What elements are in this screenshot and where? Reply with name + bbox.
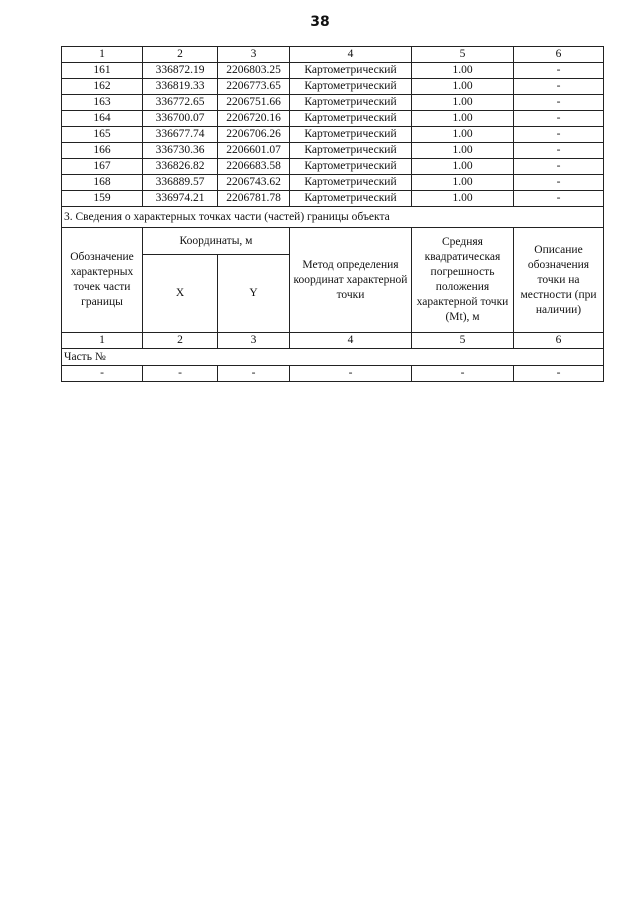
coordinate-rows [62, 63, 604, 207]
table-row [62, 111, 604, 127]
table-row [62, 191, 604, 207]
x-coordinate-cell: 336889.57 [143, 175, 218, 191]
part-label: Часть № [62, 349, 604, 366]
point-number-cell: 167 [62, 159, 143, 175]
column-number: 2 [143, 333, 218, 349]
description-cell: - [514, 175, 604, 191]
column-number: 1 [62, 333, 143, 349]
error-cell: 1.00 [412, 95, 514, 111]
column-number: 2 [143, 47, 218, 63]
y-coordinate-cell: 2206773.65 [218, 79, 290, 95]
point-number-cell: 166 [62, 143, 143, 159]
error-cell: 1.00 [412, 159, 514, 175]
x-coordinate-cell: 336677.74 [143, 127, 218, 143]
y-coordinate-cell: 2206743.62 [218, 175, 290, 191]
empty-cell: - [218, 366, 290, 382]
section-title-row [62, 207, 604, 228]
table-row [62, 127, 604, 143]
y-coordinate-cell: 2206706.26 [218, 127, 290, 143]
column-number: 6 [514, 47, 604, 63]
empty-row [62, 366, 604, 382]
table-row [62, 79, 604, 95]
method-cell: Картометрический [290, 63, 412, 79]
section-header-row [62, 228, 604, 255]
method-cell: Картометрический [290, 111, 412, 127]
description-cell: - [514, 95, 604, 111]
table-row [62, 159, 604, 175]
empty-cell: - [412, 366, 514, 382]
method-cell: Картометрический [290, 79, 412, 95]
column-number: 4 [290, 47, 412, 63]
part-row [62, 349, 604, 366]
method-cell: Картометрический [290, 127, 412, 143]
column-numbers-row [62, 47, 604, 63]
table-row [62, 95, 604, 111]
y-coordinate-cell: 2206751.66 [218, 95, 290, 111]
header-coordinates: Координаты, м [143, 228, 290, 255]
error-cell: 1.00 [412, 191, 514, 207]
description-cell: - [514, 111, 604, 127]
method-cell: Картометрический [290, 159, 412, 175]
header-description: Описание обозначения точки на местности (при наличии) [514, 228, 604, 333]
column-number: 3 [218, 333, 290, 349]
header-error: Средняя квадратическая погрешность положения характерной точки (Mt), м [412, 228, 514, 333]
column-number: 1 [62, 47, 143, 63]
header-x: X [143, 255, 218, 333]
point-number-cell: 165 [62, 127, 143, 143]
point-number-cell: 163 [62, 95, 143, 111]
description-cell: - [514, 191, 604, 207]
column-number: 4 [290, 333, 412, 349]
x-coordinate-cell: 336872.19 [143, 63, 218, 79]
error-cell: 1.00 [412, 143, 514, 159]
method-cell: Картометрический [290, 191, 412, 207]
y-coordinate-cell: 2206803.25 [218, 63, 290, 79]
description-cell: - [514, 143, 604, 159]
method-cell: Картометрический [290, 95, 412, 111]
point-number-cell: 164 [62, 111, 143, 127]
point-number-cell: 162 [62, 79, 143, 95]
column-number: 3 [218, 47, 290, 63]
section-title: 3. Сведения о характерных точках части (частей) границы объекта [62, 207, 604, 228]
column-number: 6 [514, 333, 604, 349]
description-cell: - [514, 127, 604, 143]
empty-cell: - [62, 366, 143, 382]
coordinates-table [61, 46, 604, 382]
x-coordinate-cell: 336730.36 [143, 143, 218, 159]
table-row [62, 63, 604, 79]
method-cell: Картометрический [290, 175, 412, 191]
error-cell: 1.00 [412, 175, 514, 191]
x-coordinate-cell: 336819.33 [143, 79, 218, 95]
x-coordinate-cell: 336700.07 [143, 111, 218, 127]
y-coordinate-cell: 2206683.58 [218, 159, 290, 175]
point-number-cell: 168 [62, 175, 143, 191]
empty-cell: - [143, 366, 218, 382]
error-cell: 1.00 [412, 127, 514, 143]
empty-cell: - [290, 366, 412, 382]
table-row [62, 143, 604, 159]
description-cell: - [514, 159, 604, 175]
section-column-numbers-row [62, 333, 604, 349]
description-cell: - [514, 63, 604, 79]
header-designation: Обозначение характерных точек части границы [62, 228, 143, 333]
page-number: 38 [310, 14, 330, 30]
header-y: Y [218, 255, 290, 333]
x-coordinate-cell: 336826.82 [143, 159, 218, 175]
error-cell: 1.00 [412, 79, 514, 95]
error-cell: 1.00 [412, 63, 514, 79]
x-coordinate-cell: 336772.65 [143, 95, 218, 111]
column-number: 5 [412, 333, 514, 349]
empty-cell: - [514, 366, 604, 382]
x-coordinate-cell: 336974.21 [143, 191, 218, 207]
y-coordinate-cell: 2206720.16 [218, 111, 290, 127]
description-cell: - [514, 79, 604, 95]
table-row [62, 175, 604, 191]
column-number: 5 [412, 47, 514, 63]
y-coordinate-cell: 2206781.78 [218, 191, 290, 207]
y-coordinate-cell: 2206601.07 [218, 143, 290, 159]
error-cell: 1.00 [412, 111, 514, 127]
point-number-cell: 161 [62, 63, 143, 79]
point-number-cell: 159 [62, 191, 143, 207]
method-cell: Картометрический [290, 143, 412, 159]
header-method: Метод определения координат характерной точки [290, 228, 412, 333]
